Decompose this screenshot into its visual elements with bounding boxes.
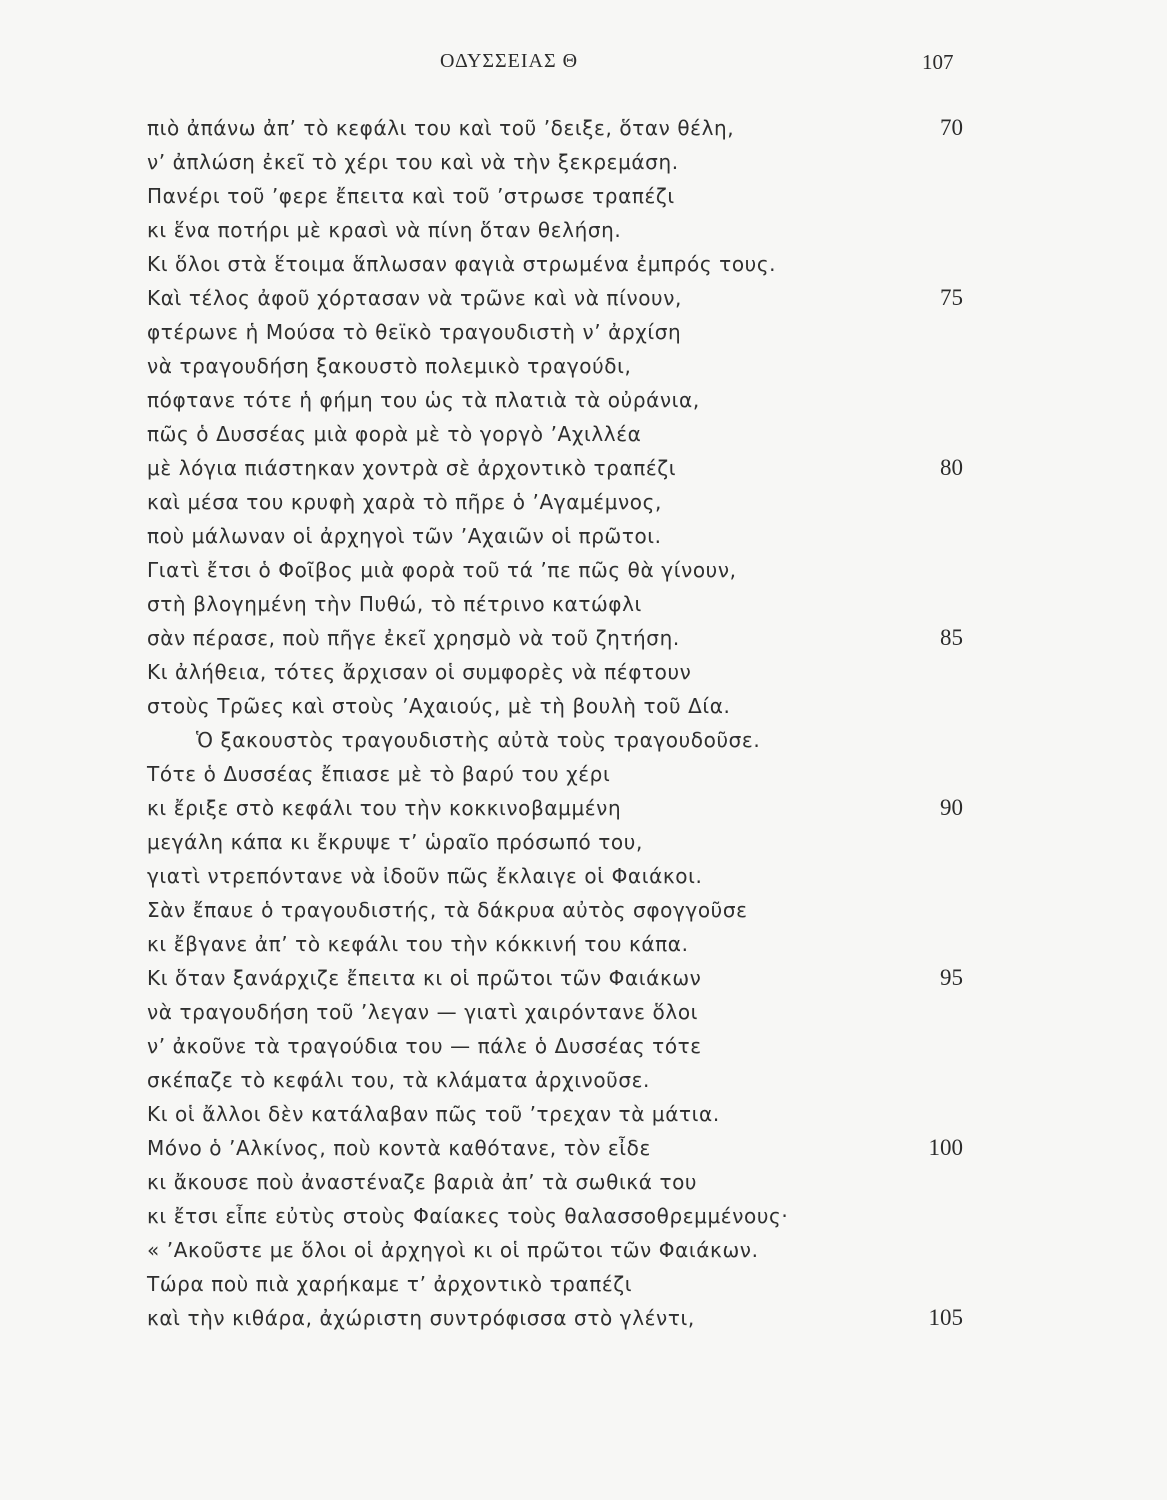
verse-line [0,1029,1167,1063]
verse-line [0,417,1167,451]
verse-text: Κι οἱ ἄλλοι δὲν κατάλαβαν πῶς τοῦ ’τρεχαν τὰ μάτια. [147,1102,720,1126]
verse-line [0,179,1167,213]
verse-line [0,1199,1167,1233]
verse-text: στὴ βλογημένη τὴν Πυθώ, τὸ πέτρινο κατώφλι [147,592,642,616]
verse-line [0,519,1167,553]
verse-line [0,825,1167,859]
verse-text: πῶς ὁ Δυσσέας μιὰ φορὰ μὲ τὸ γοργὸ ’Αχιλλέα [147,422,642,446]
verse-line [0,213,1167,247]
verse-text: κι ἔβγανε ἀπ’ τὸ κεφάλι του τὴν κόκκινή του κάπα. [147,932,689,956]
poem-text [0,111,1167,1335]
verse-text: καὶ μέσα του κρυφὴ χαρὰ τὸ πῆρε ὁ ’Αγαμέμνος, [147,490,662,514]
verse-line [0,1233,1167,1267]
verse-line [0,145,1167,179]
verse-text: κι ἔτσι εἶπε εὐτὺς στοὺς Φαίακες τοὺς θαλασσοθρεμμένους· [147,1204,789,1228]
page-header [0,44,1167,80]
line-number: 70 [940,115,963,140]
verse-line [0,111,1167,145]
line-number: 90 [940,795,963,820]
page-number: 107 [922,50,954,74]
verse-line [0,995,1167,1029]
verse-line [0,553,1167,587]
verse-line [0,621,1167,655]
verse-text: ν’ ἀπλώση ἐκεῖ τὸ χέρι του καὶ νὰ τὴν ξεκρεμάση. [147,150,679,174]
verse-text: πόφτανε τότε ἡ φήμη του ὡς τὰ πλατιὰ τὰ οὐράνια, [147,388,700,412]
verse-line [0,247,1167,281]
verse-line [0,281,1167,315]
verse-line [0,1131,1167,1165]
verse-line [0,383,1167,417]
verse-text: καὶ τὴν κιθάρα, ἀχώριστη συντρόφισσα στὸ γλέντι, [147,1306,695,1330]
verse-text: Κι ἀλήθεια, τότες ἄρχισαν οἱ συμφορὲς νὰ πέφτουν [147,660,692,684]
verse-line [0,587,1167,621]
verse-line [0,961,1167,995]
running-title: ΟΔΥΣΣΕΙΑΣ Θ [440,50,579,72]
verse-text: Μόνο ὁ ’Αλκίνος, ποὺ κοντὰ καθότανε, τὸν εἶδε [147,1136,651,1160]
line-number: 80 [940,455,963,480]
verse-text: στοὺς Τρῶες καὶ στοὺς ’Αχαιούς, μὲ τὴ βουλὴ τοῦ Δία. [147,694,731,718]
line-number: 105 [928,1305,963,1330]
verse-text: νὰ τραγουδήση ξακουστὸ πολεμικὸ τραγούδι, [147,354,632,378]
verse-text: μὲ λόγια πιάστηκαν χοντρὰ σὲ ἀρχοντικὸ τραπέζι [147,456,677,480]
verse-text: νὰ τραγουδήση τοῦ ’λεγαν — γιατὶ χαιρόντανε ὅλοι [147,1000,699,1024]
line-number: 75 [940,285,963,310]
verse-line [0,723,1167,757]
verse-line [0,1097,1167,1131]
verse-line [0,1267,1167,1301]
verse-text: μεγάλη κάπα κι ἔκρυψε τ’ ὡραῖο πρόσωπό του, [147,830,643,854]
verse-line [0,655,1167,689]
verse-line [0,689,1167,723]
verse-text: Κι ὅλοι στὰ ἕτοιμα ἅπλωσαν φαγιὰ στρωμένα ἐμπρός τους. [147,252,777,276]
verse-text: Τώρα ποὺ πιὰ χαρήκαμε τ’ ἀρχοντικὸ τραπέζι [147,1272,633,1296]
verse-text: Ὁ ξακουστὸς τραγουδιστὴς αὐτὰ τοὺς τραγουδοῦσε. [196,728,761,752]
verse-line [0,451,1167,485]
verse-text: κι ἕνα ποτήρι μὲ κρασὶ νὰ πίνη ὅταν θελήση. [147,218,622,242]
verse-line [0,315,1167,349]
verse-line [0,859,1167,893]
line-number: 100 [928,1135,963,1160]
verse-text: Γιατὶ ἔτσι ὁ Φοῖβος μιὰ φορὰ τοῦ τά ’πε πῶς θὰ γίνουν, [147,558,737,582]
verse-line [0,1063,1167,1097]
verse-line [0,485,1167,519]
verse-line [0,893,1167,927]
line-number: 95 [940,965,963,990]
verse-text: κι ἄκουσε ποὺ ἀναστέναζε βαριὰ ἀπ’ τὰ σωθικά του [147,1170,698,1194]
verse-line [0,927,1167,961]
verse-text: πιὸ ἀπάνω ἀπ’ τὸ κεφάλι του καὶ τοῦ ’δειξε, ὅταν θέλη, [147,116,735,140]
verse-text: Πανέρι τοῦ ’φερε ἔπειτα καὶ τοῦ ’στρωσε τραπέζι [147,184,675,208]
verse-text: σκέπαζε τὸ κεφάλι του, τὰ κλάματα ἀρχινοῦσε. [147,1068,650,1092]
line-number: 85 [940,625,963,650]
verse-line [0,1165,1167,1199]
verse-text: γιατὶ ντρεπόντανε νὰ ἰδοῦν πῶς ἔκλαιγε οἱ Φαιάκοι. [147,864,703,888]
verse-text: Κι ὅταν ξανάρχιζε ἔπειτα κι οἱ πρῶτοι τῶν Φαιάκων [147,966,702,990]
verse-line [0,1301,1167,1335]
verse-text: « ’Ακοῦστε με ὅλοι οἱ ἀρχηγοὶ κι οἱ πρῶτοι τῶν Φαιάκων. [147,1238,759,1262]
verse-text: φτέρωνε ἡ Μούσα τὸ θεϊκὸ τραγουδιστὴ ν’ ἀρχίση [147,320,682,344]
verse-text: Σὰν ἔπαυε ὁ τραγουδιστής, τὰ δάκρυα αὐτὸς σφογγοῦσε [147,898,748,922]
verse-line [0,791,1167,825]
verse-text: ν’ ἀκοῦνε τὰ τραγούδια του — πάλε ὁ Δυσσέας τότε [147,1034,702,1058]
verse-text: Τότε ὁ Δυσσέας ἔπιασε μὲ τὸ βαρύ του χέρι [147,762,611,786]
verse-text: ποὺ μάλωναν οἱ ἀρχηγοὶ τῶν ’Αχαιῶν οἱ πρῶτοι. [147,524,662,548]
verse-line [0,757,1167,791]
verse-text: σὰν πέρασε, ποὺ πῆγε ἐκεῖ χρησμὸ νὰ τοῦ ζητήση. [147,626,680,650]
verse-line [0,349,1167,383]
verse-text: κι ἔριξε στὸ κεφάλι του τὴν κοκκινοβαμμένη [147,796,622,820]
verse-text: Καὶ τέλος ἀφοῦ χόρτασαν νὰ τρῶνε καὶ νὰ πίνουν, [147,286,682,310]
